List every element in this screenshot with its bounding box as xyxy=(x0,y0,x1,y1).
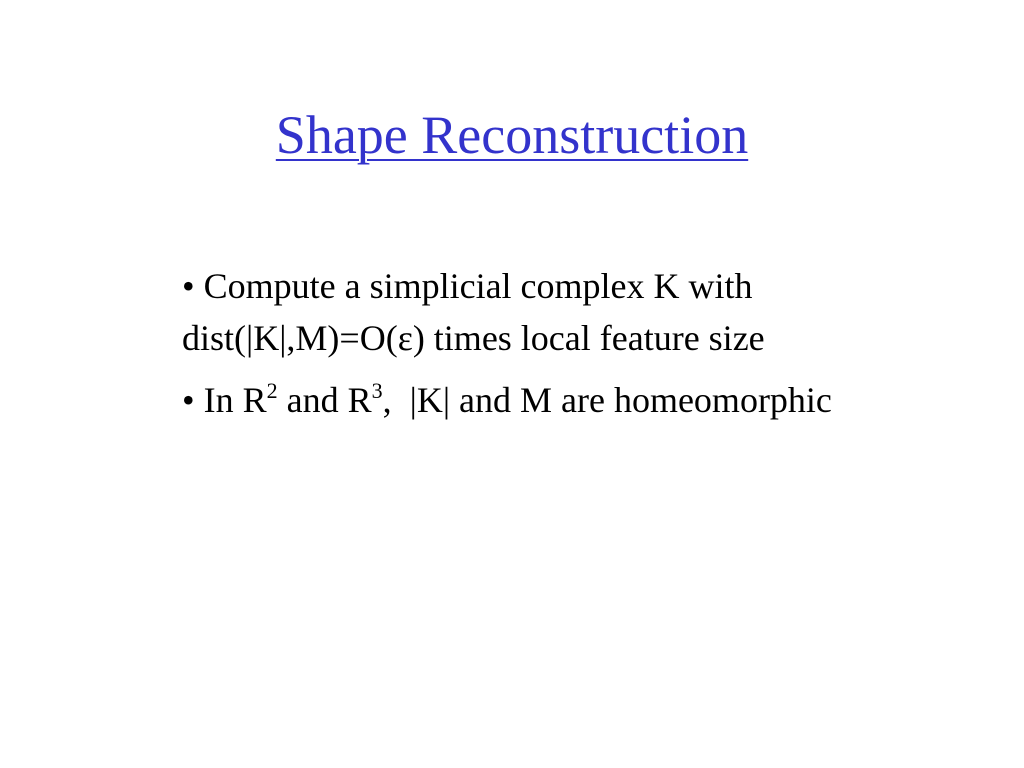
slide-title-link[interactable]: Shape Reconstruction xyxy=(275,105,749,165)
bullet-text-part: and R xyxy=(277,380,372,420)
superscript-3: 3 xyxy=(371,378,383,403)
slide-title xyxy=(0,100,1024,170)
bullet-marker: • xyxy=(182,266,195,306)
bullet-marker: • xyxy=(182,380,195,420)
bullet-item-simplicial-complex xyxy=(182,260,842,364)
bullet-item-homeomorphic xyxy=(182,374,842,426)
bullet-list xyxy=(182,260,842,436)
bullet-text-part: In R xyxy=(203,380,267,420)
superscript-2: 2 xyxy=(266,378,278,403)
bullet-text-part: , |K| and M are homeomorphic xyxy=(382,380,832,420)
bullet-text: Compute a simplicial complex K with dist(|K|,M)=O(ε) times local feature size xyxy=(182,266,765,358)
